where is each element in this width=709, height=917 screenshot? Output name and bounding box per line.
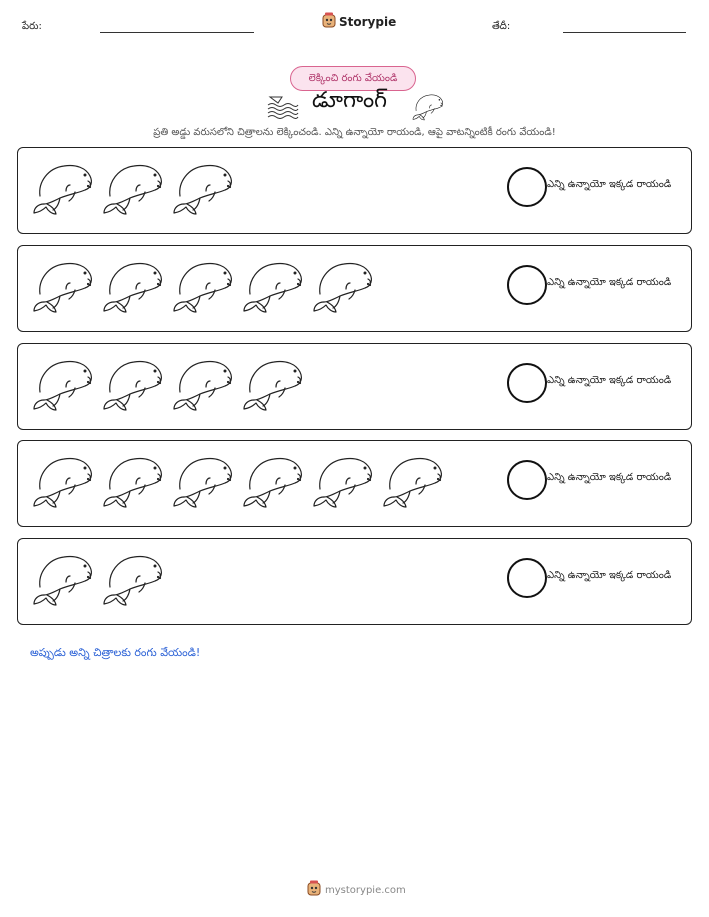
waves-icon xyxy=(266,93,300,123)
dugong-icon xyxy=(170,354,236,412)
dugong-icon xyxy=(310,256,376,314)
dugong-icon xyxy=(100,451,166,509)
count-row xyxy=(17,245,692,332)
dugong-icon xyxy=(170,256,236,314)
dugong-icon xyxy=(240,354,306,412)
name-line[interactable] xyxy=(100,32,254,33)
dugong-icon xyxy=(30,549,96,607)
storypie-logo-icon xyxy=(307,880,321,900)
answer-circle[interactable] xyxy=(507,167,547,207)
dugong-icon xyxy=(240,256,306,314)
date-label: తేదీ: xyxy=(492,21,511,32)
dugong-icon xyxy=(310,451,376,509)
dugong-icon xyxy=(240,451,306,509)
dugong-icon xyxy=(170,158,236,216)
dugong-icon xyxy=(30,256,96,314)
dugong-icon xyxy=(100,158,166,216)
instructions: ప్రతి అడ్డు వరుసలోని చిత్రాలను లెక్కించండి. ఎన్ని ఉన్నాయో రాయండి, ఆపై వాటన్నింటికీ రంగు వేయండి! xyxy=(153,127,556,138)
answer-label: ఎన్ని ఉన్నాయో ఇక్కడ రాయండి xyxy=(547,277,672,288)
date-line[interactable] xyxy=(563,32,686,33)
dugong-icon xyxy=(100,256,166,314)
dugong-icon xyxy=(30,354,96,412)
count-row xyxy=(17,538,692,625)
activity-badge: లెక్కించి రంగు వేయండి xyxy=(290,66,416,91)
brand xyxy=(322,12,396,32)
count-row xyxy=(17,343,692,430)
dugong-icon xyxy=(380,451,446,509)
answer-circle[interactable] xyxy=(507,460,547,500)
storypie-logo-icon xyxy=(322,12,336,32)
answer-circle[interactable] xyxy=(507,265,547,305)
footer-note: అప్పుడు అన్ని చిత్రాలకు రంగు వేయండి! xyxy=(30,646,201,659)
brand-name: Storypie xyxy=(339,15,397,29)
page-title: డూగాంగ్ xyxy=(312,88,387,113)
footer xyxy=(307,880,406,900)
answer-label: ఎన్ని ఉన్నాయో ఇక్కడ రాయండి xyxy=(547,375,672,386)
dugong-icon xyxy=(30,158,96,216)
dugong-icon xyxy=(100,549,166,607)
answer-label: ఎన్ని ఉన్నాయో ఇక్కడ రాయండి xyxy=(547,472,672,483)
dugong-icon xyxy=(410,91,446,121)
answer-label: ఎన్ని ఉన్నాయో ఇక్కడ రాయండి xyxy=(547,179,672,190)
answer-circle[interactable] xyxy=(507,363,547,403)
dugong-icon xyxy=(170,451,236,509)
count-row xyxy=(17,147,692,234)
count-row xyxy=(17,440,692,527)
answer-label: ఎన్ని ఉన్నాయో ఇక్కడ రాయండి xyxy=(547,570,672,581)
dugong-icon xyxy=(30,451,96,509)
name-label: పేరు: xyxy=(22,21,42,32)
footer-url[interactable]: mystorypie.com xyxy=(325,884,406,896)
dugong-icon xyxy=(100,354,166,412)
answer-circle[interactable] xyxy=(507,558,547,598)
